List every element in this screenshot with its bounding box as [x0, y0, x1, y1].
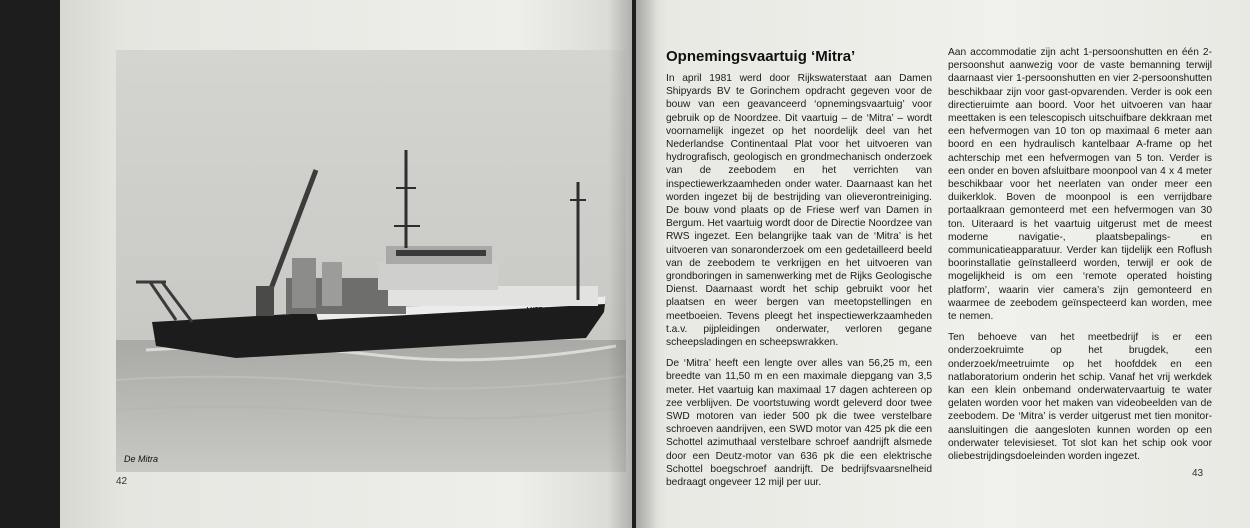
- paragraph-accommodation: Aan accommodatie zijn acht 1-persoonshutten en één 2-persoonshut aanwezig voor de vaste bemanning terwijl daarnaast vier 1-persoonshutten en vier 2-persoonshutten beschikbaar zijn voor gast-opvarenden. Verder is ook een directieruimte aan boord. Voor het uitvoeren van haar meettaken is een telescopisch uitschuifbare dekkraan met een hefvermogen van 10 ton op maximaal 6 meter aan boord en een hydraulisch kantelbaar A-frame op het achterschip met een hefvermogen van 5 ton. Verder is een onder en boven afsluitbare moonpool van 4 x 4 meter beschikbaar voor het neerlaten van onder meer een duikerklok. Boven de moonpool is een verrijdbare portaalkraan gemonteerd met een hefvermogen van 30 ton. Uiteraard is het vaartuig uitgerust met de meest moderne navigatie-, plaatsbepalings- en communicatieapparatuur. Verder kan tijdelijk een Roflush boorinstallatie geïnstalleerd worden, terwijl er ook de mogelijkheid is om een ‘remote operated hoisting platform’, waarin vier camera’s zijn gemonteerd en waarmee de zeebodem geïnspecteerd kan worden, mee te nemen.: [948, 47, 1212, 323]
- article-title: Opnemingsvaartuig ‘Mitra’: [666, 48, 856, 65]
- page-number-left: 42: [116, 476, 128, 487]
- photo-caption: De Mitra: [124, 454, 159, 464]
- ship-photo-illustration: [116, 50, 626, 472]
- right-page: [636, 0, 1250, 528]
- paragraph-intro: In april 1981 werd door Rijkswaterstaat aan Damen Shipyards BV te Gorinchem opdracht gegeven voor de bouw van een geavanceerd ‘opnemingsvaartuig’ voor gebruik op de Noordzee. Dit vaartuig – de ‘Mitra’ – wordt voornamelijk ingezet op het noordelijk deel van het Nederlandse Continentaal Plat voor het uitvoeren van hydrografisch, geologisch en grondmechanisch onderzoek van de zeebodem en het verrichten van inspectiewerkzaamheden onder water. Daarnaast kan het worden ingezet bij de bestrijding van olieverontreiniging. De bouw vond plaats op de Friese werf van Damen in Bergum. Het vaartuig wordt door de Directie Noordzee van RWS ingezet. Een belangrijke taak van de ‘Mitra’ is het uitvoeren van sonaronderzoek om een gedetailleerd beeld van de zeebodem te verkrijgen en het uitvoeren van grondboringen in samenwerking met de Rijks Geologische Dienst. Daarnaast wordt het schip gebruikt voor het plaatsen en weer bergen van meetopstellingen en meetboeien. Tevens pleegt het inspectiewerkzaamheden t.a.v. pijpleidingen onderwater, verloren gegane scheepsladingen en scheepswrakken.: [666, 73, 932, 349]
- ship-photo: [116, 50, 626, 472]
- ship-name-label: MITRA: [526, 307, 548, 314]
- paragraph-specs: De ‘Mitra’ heeft een lengte over alles van 56,25 m, een breedte van 11,50 m en een maximale diepgang van 3,5 meter. Het vaartuig kan maximaal 17 dagen achtereen op zee verblijven. De voortstuwing wordt geleverd door twee SWD motoren van ieder 500 pk die twee verstelbare schroeven aandrijven, een SWD motor van 425 pk die een Schottel azimuthaal verstelbare schroef aandrijft alsmede door een Deutz-motor van 636 pk die een elektrische Schottel boegschroef aandrijft. De bedrijfsvaarsnelheid bedraagt ongeveer 12 mijl per uur.: [666, 358, 932, 489]
- paragraph-research: Ten behoeve van het meetbedrijf is er een onderzoekruimte op het brugdek, een onderzoek/meetruimte op het hoofddek en een natlaboratorium onderin het schip. Vanaf het vrij werkdek kan een klein onbemand onderwatervaartuig te water gelaten worden voor het maken van videobeelden van de zeebodem. De ‘Mitra’ is verder uitgerust met tien monitor-aansluitingen die aangesloten kunnen worden op een onderwater televisieset. Tot slot kan het schip ook voor oliebestrijdingsdoeleinden worden ingezet.: [948, 332, 1212, 463]
- gutter-shadow-right: [636, 0, 658, 528]
- text-column-1: [666, 72, 932, 497]
- page-number-right: 43: [1192, 468, 1204, 479]
- text-column-2: [948, 46, 1212, 471]
- left-page: [60, 0, 632, 528]
